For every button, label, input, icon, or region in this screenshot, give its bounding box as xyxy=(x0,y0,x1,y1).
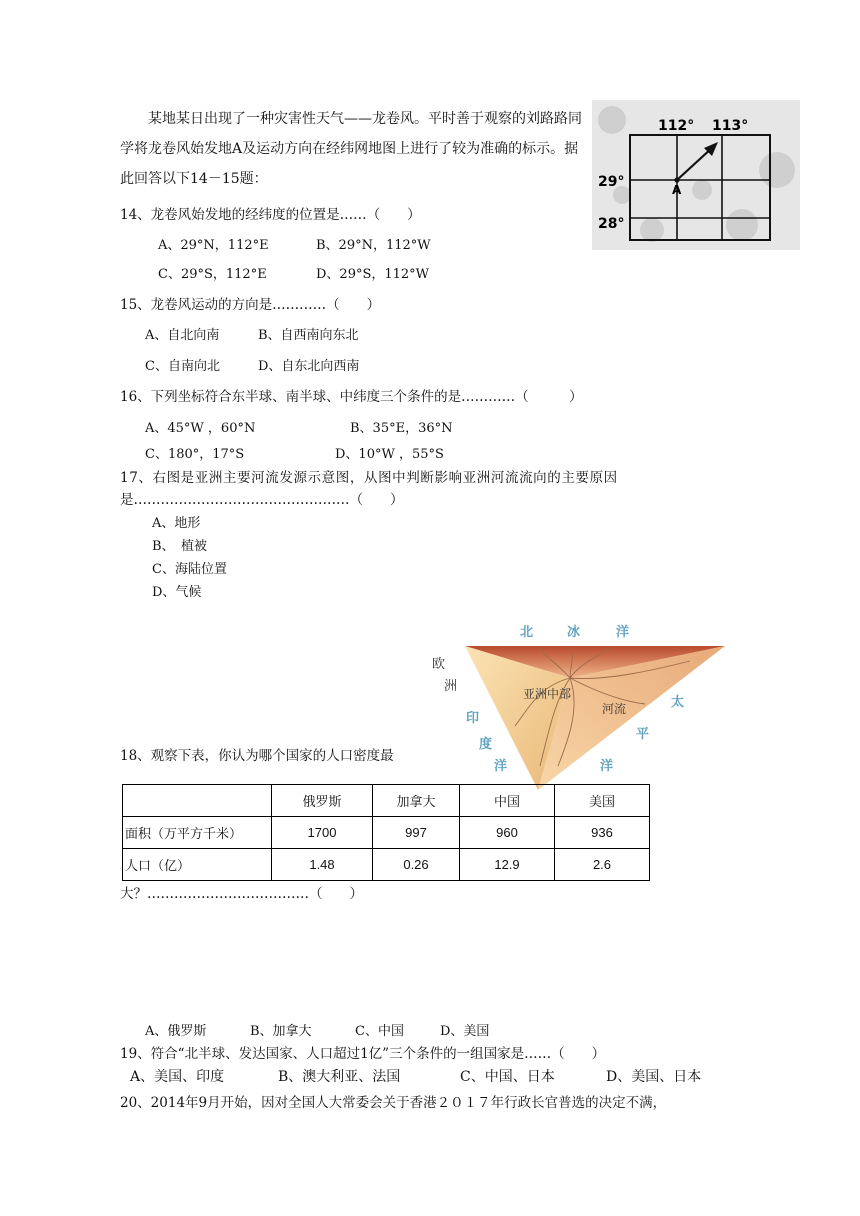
lat-label-29: 29° xyxy=(598,174,625,190)
q19-option-d: D、美国、日本 xyxy=(606,1069,702,1085)
table-cell: 997 xyxy=(373,817,460,849)
europe-label-2: 洲 xyxy=(444,679,458,694)
pacific-label-1: 太 xyxy=(671,695,685,710)
q18-option-c: C、中国 xyxy=(355,1024,404,1039)
table-row-header: 面积（万平方千米） xyxy=(123,817,272,849)
table-cell: 1700 xyxy=(272,817,373,849)
q17-option-c: C、海陆位置 xyxy=(152,562,227,577)
pacific-label-2: 平 xyxy=(636,727,650,742)
question-16-stem: 16、下列坐标符合东半球、南半球、中纬度三个条件的是…………（ ） xyxy=(120,389,583,405)
q16-option-d: D、10°W ，55°S xyxy=(335,447,444,462)
europe-label-1: 欧 xyxy=(432,657,446,672)
q15-option-b: B、自西南向东北 xyxy=(258,328,359,343)
q17-option-d: D、气候 xyxy=(152,585,202,600)
pacific-label-3: 洋 xyxy=(600,759,614,774)
question-20-stem: 20、2014年9月开始，因对全国人大常委会关于香港２０１７年行政长官普选的决定不满， xyxy=(120,1095,667,1111)
question-15-stem: 15、龙卷风运动的方向是…………（ ） xyxy=(120,297,381,313)
q16-option-c: C、180°，17°S xyxy=(145,447,245,462)
population-table xyxy=(122,784,650,881)
q16-option-b: B、35°E，36°N xyxy=(350,421,453,436)
q18-option-d: D、美国 xyxy=(440,1024,490,1039)
q17-option-b: B、 植被 xyxy=(152,539,208,554)
q18-option-a: A、俄罗斯 xyxy=(145,1024,207,1039)
table-cell: 12.9 xyxy=(460,849,555,881)
table-header: 中国 xyxy=(460,785,555,817)
q19-option-c: C、中国、日本 xyxy=(460,1069,555,1085)
q15-option-d: D、自东北向西南 xyxy=(258,359,360,374)
question-18-stem-cont: 大？………………………………（ ） xyxy=(120,886,363,902)
table-header: 美国 xyxy=(555,785,650,817)
q14-option-a: A、29°N，112°E xyxy=(158,238,269,253)
river-label: 河流 xyxy=(602,702,627,716)
question-17-stem-line1: 17、右图是亚洲主要河流发源示意图，从图中判断影响亚洲河流流向的主要原因 xyxy=(120,470,618,486)
lon-label-113: 113° xyxy=(712,118,749,134)
asia-center-label: 亚洲中部 xyxy=(523,687,572,701)
table-row xyxy=(123,849,650,881)
indian-label-2: 度 xyxy=(479,737,493,752)
north-label-3: 洋 xyxy=(616,625,630,640)
q14-option-c: C、29°S，112°E xyxy=(158,267,267,282)
table-header: 加拿大 xyxy=(373,785,460,817)
q19-option-b: B、澳大利亚、法国 xyxy=(278,1069,401,1085)
table-cell: 0.26 xyxy=(373,849,460,881)
q17-option-a: A、地形 xyxy=(152,516,201,531)
q14-option-b: B、29°N，112°W xyxy=(316,238,431,253)
indian-label-1: 印 xyxy=(466,711,480,726)
table-row xyxy=(123,817,650,849)
lat-lon-grid-map xyxy=(592,100,800,250)
q15-option-a: A、自北向南 xyxy=(145,328,220,343)
question-14-stem: 14、龙卷风始发地的经纬度的位置是……（ ） xyxy=(120,207,421,223)
table-cell: 2.6 xyxy=(555,849,650,881)
q19-option-a: A、美国、印度 xyxy=(130,1069,225,1085)
table-cell: 1.48 xyxy=(272,849,373,881)
question-19-stem: 19、符合“北半球、发达国家、人口超过1亿”三个条件的一组国家是……（ ） xyxy=(120,1046,606,1062)
table-cell: 960 xyxy=(460,817,555,849)
point-a-label: A xyxy=(672,183,682,197)
table-header-row xyxy=(123,785,650,817)
table-header: 俄罗斯 xyxy=(272,785,373,817)
table-cell xyxy=(123,785,272,817)
north-label-1: 北 xyxy=(520,625,534,640)
indian-label-3: 洋 xyxy=(494,759,508,774)
q18-option-b: B、加拿大 xyxy=(250,1024,312,1039)
table-cell: 936 xyxy=(555,817,650,849)
lat-label-28: 28° xyxy=(598,216,625,232)
question-17-stem-line2: 是…………………………………………（ ） xyxy=(120,492,404,508)
asia-river-diagram xyxy=(420,616,740,796)
q15-option-c: C、自南向北 xyxy=(145,359,220,374)
q14-option-d: D、29°S，112°W xyxy=(316,267,430,282)
question-18-stem: 18、观察下表，你认为哪个国家的人口密度最 xyxy=(120,748,394,764)
table-row-header: 人口（亿） xyxy=(123,849,272,881)
lon-label-112: 112° xyxy=(658,118,695,134)
north-label-2: 冰 xyxy=(567,625,581,640)
intro-paragraph: 某地某日出现了一种灾害性天气——龙卷风。平时善于观察的刘路路同学将龙卷风始发地A及运动方向在经纬网地图上进行了较为准确的标示。据此回答以下14－15题： xyxy=(120,111,582,187)
q16-option-a: A、45°W ，60°N xyxy=(145,421,256,436)
